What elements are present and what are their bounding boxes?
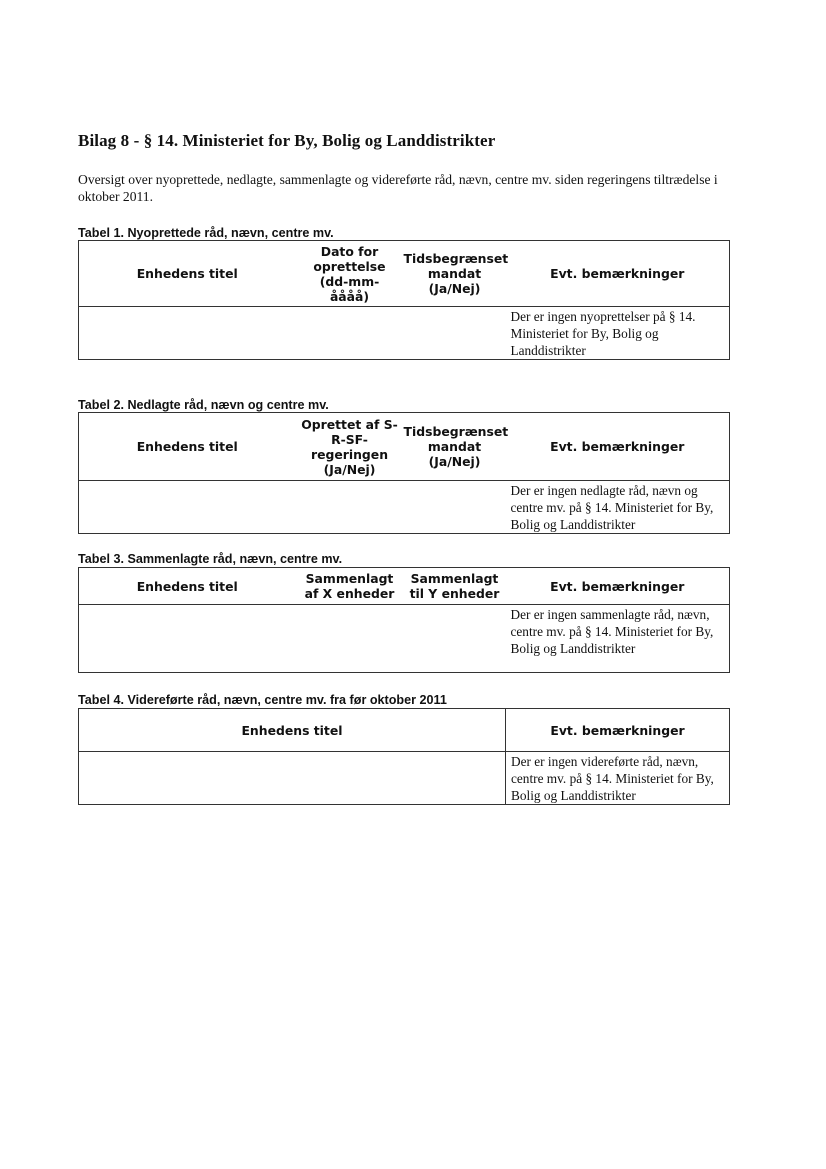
table-2-header-mandate: Tidsbegrænset mandat (Ja/Nej) [404,413,506,481]
table-3-cell-title [79,605,296,673]
table-4 [78,708,730,805]
table-1-caption: Tabel 1. Nyoprettede råd, nævn, centre mv. [78,226,334,240]
table-1-cell-mandate [404,307,506,360]
table-3-header-merged-from: Sammenlagt af X enheder [296,568,404,605]
table-2-header-created: Oprettet af S-R-SF-regeringen (Ja/Nej) [296,413,404,481]
page-title: Bilag 8 - § 14. Ministeriet for By, Bolig og Landdistrikter [78,131,496,150]
table-3-caption: Tabel 3. Sammenlagte råd, nævn, centre mv. [78,552,343,566]
table-2 [78,412,730,534]
table-2-header-title: Enhedens titel [79,413,296,481]
table-2-cell-title [79,481,296,534]
table-3-cell-merged-from [296,605,404,673]
table-1-header-row [79,241,730,307]
table-1 [78,240,730,360]
table-3-cell-merged-to [404,605,506,673]
table-2-caption: Tabel 2. Nedlagte råd, nævn og centre mv. [78,398,329,412]
table-3-cell-remarks: Der er ingen sammenlagte råd, nævn, centre mv. på § 14. Ministeriet for By, Bolig og Landdistrikter [506,605,730,673]
table-2-cell-remarks: Der er ingen nedlagte råd, nævn og centre mv. på § 14. Ministeriet for By, Bolig og Landdistrikter [506,481,730,534]
table-1-cell-date [296,307,404,360]
intro-paragraph: Oversigt over nyoprettede, nedlagte, sammenlagte og videreførte råd, nævn, centre mv. siden regeringens tiltrædelse i oktober 2011. [78,172,718,204]
table-3-header-remarks: Evt. bemærkninger [506,568,730,605]
table-3-header-title: Enhedens titel [79,568,296,605]
table-4-header-remarks: Evt. bemærkninger [506,709,730,752]
table-4-cell-title [79,752,506,805]
table-1-header-title: Enhedens titel [79,241,296,307]
table-2-header-row [79,413,730,481]
table-3-header-row [79,568,730,605]
table-row [79,752,730,805]
table-2-header-remarks: Evt. bemærkninger [506,413,730,481]
table-1-cell-title [79,307,296,360]
table-1-header-mandate: Tidsbegrænset mandat (Ja/Nej) [404,241,506,307]
table-1-header-remarks: Evt. bemærkninger [506,241,730,307]
table-3 [78,567,730,673]
table-2-cell-mandate [404,481,506,534]
table-1-header-date: Dato for oprettelse (dd-mm-åååå) [296,241,404,307]
table-2-cell-created [296,481,404,534]
table-4-cell-remarks: Der er ingen videreførte råd, nævn, centre mv. på § 14. Ministeriet for By, Bolig og Landdistrikter [506,752,730,805]
table-4-caption: Tabel 4. Videreførte råd, nævn, centre mv. fra før oktober 2011 [78,693,447,707]
table-row [79,605,730,673]
table-row [79,481,730,534]
table-1-cell-remarks: Der er ingen nyoprettelser på § 14. Ministeriet for By, Bolig og Landdistrikter [506,307,730,360]
table-row [79,307,730,360]
table-4-header-row [79,709,730,752]
table-4-header-title: Enhedens titel [79,709,506,752]
table-3-header-merged-to: Sammenlagt til Y enheder [404,568,506,605]
